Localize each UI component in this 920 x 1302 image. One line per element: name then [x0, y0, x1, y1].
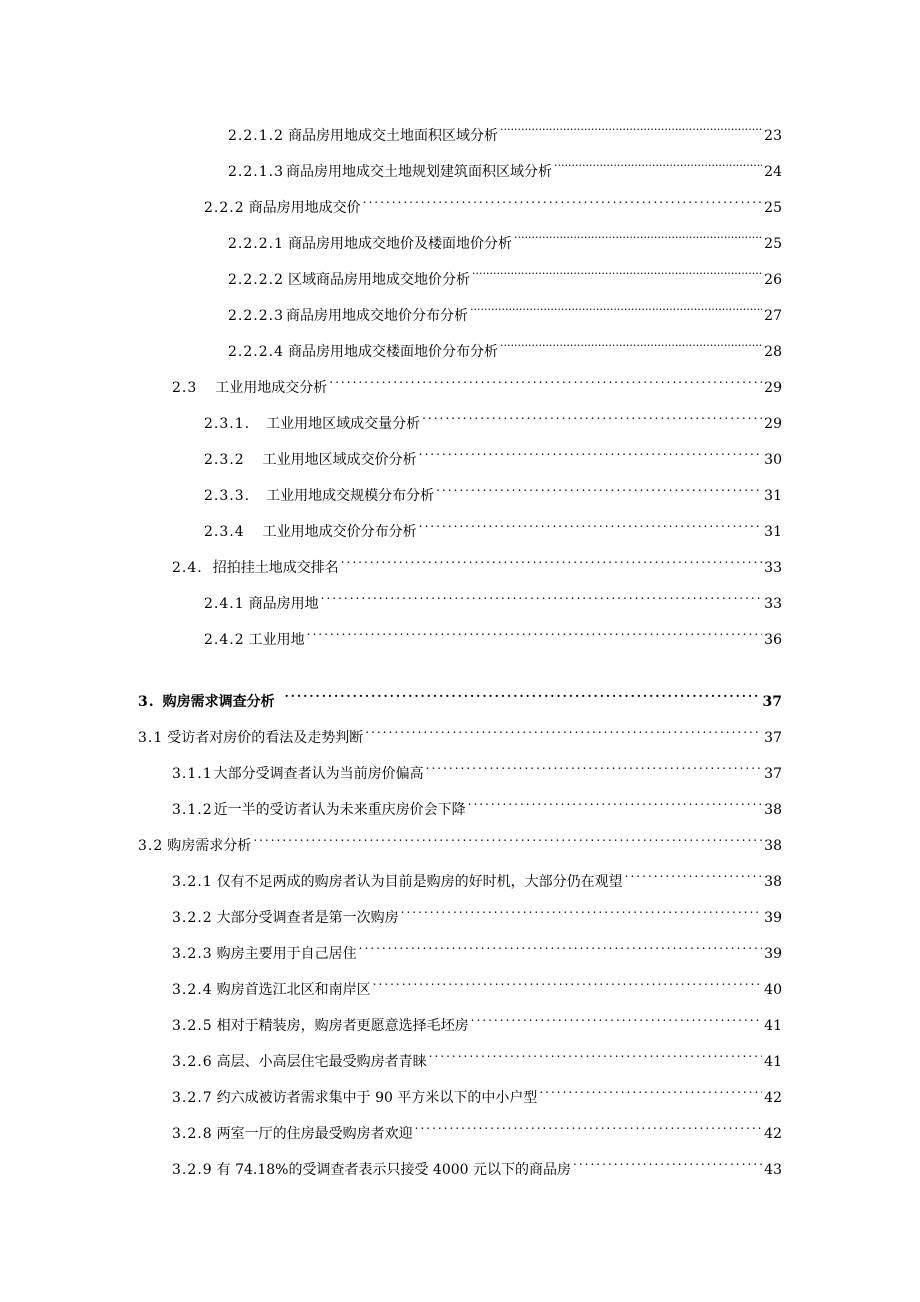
toc-entry-number: 2.2.1.2 [228, 128, 284, 144]
toc-entry-title: 受访者对房价的看法及走势判断 [167, 730, 364, 746]
toc-leader-dots [429, 1046, 762, 1066]
toc-entry-page: 29 [764, 416, 782, 432]
toc-leader-dots [500, 336, 762, 356]
toc-entry[interactable] [172, 552, 782, 576]
toc-entry-number: 3.1 [138, 730, 164, 746]
toc-entry[interactable] [138, 722, 782, 746]
toc-entry-number: 3.1.2 [172, 802, 213, 818]
toc-entry-number: 3.2.6 [172, 1054, 213, 1070]
toc-entry-page: 39 [764, 910, 782, 926]
toc-entry-number: 3.2.2 [172, 910, 213, 926]
toc-entry-page: 37 [764, 766, 782, 782]
toc-entry-title: 购房主要用于自己居住 [216, 946, 357, 962]
toc-entry-number: 2.4.1 [204, 596, 245, 612]
toc-entry[interactable] [172, 794, 782, 818]
toc-entry-number: 2.4. [172, 560, 203, 576]
toc-entry-page: 42 [764, 1090, 782, 1106]
toc-entry-title: 约六成被访者需求集中于 90 平方米以下的中小户型 [216, 1090, 538, 1106]
toc-entry[interactable] [172, 1046, 782, 1070]
toc-entry[interactable] [172, 1082, 782, 1106]
toc-entry[interactable] [172, 1154, 782, 1178]
toc-leader-dots [321, 588, 762, 608]
toc-leader-dots [359, 938, 762, 958]
toc-entry-title: 商品房用地成交价 [248, 200, 361, 216]
toc-entry-number: 3.2.9 [172, 1162, 213, 1178]
toc-entry-number: 3.2 [138, 838, 164, 854]
toc-entry-title: 高层、小高层住宅最受购房者青睐 [216, 1054, 427, 1070]
toc-entry-page: 41 [764, 1054, 782, 1070]
toc-leader-dots [426, 758, 762, 778]
toc-leader-dots [253, 830, 762, 850]
toc-entry[interactable] [172, 938, 782, 962]
toc-entry-page: 37 [762, 694, 782, 710]
toc-entry-title: 商品房用地成交土地规划建筑面积区域分析 [285, 164, 552, 180]
toc-entry-number: 2.3.4 [204, 524, 245, 540]
toc-entry-number: 3.2.8 [172, 1126, 213, 1142]
toc-leader-dots [471, 1010, 762, 1030]
toc-entry-title: 工业用地成交价分布分析 [262, 524, 417, 540]
toc-leader-dots [419, 444, 762, 464]
toc-entry-title: 工业用地区域成交价分析 [262, 452, 417, 468]
toc-leader-dots [468, 794, 762, 814]
toc-entry-title: 两室一厅的住房最受购房者欢迎 [216, 1126, 413, 1142]
toc-entry-page: 26 [764, 272, 782, 288]
toc-entry-title: 购房需求调查分析 [162, 694, 275, 710]
toc-entry[interactable] [204, 408, 782, 432]
toc-entry-page: 25 [764, 200, 782, 216]
toc-entry-title: 工业用地成交规模分布分析 [266, 488, 435, 504]
toc-leader-dots [341, 552, 762, 572]
toc-leader-dots [419, 516, 762, 536]
toc-entry-title: 商品房用地成交楼面地价分布分析 [287, 344, 498, 360]
toc-entry-page: 27 [764, 308, 782, 324]
toc-entry-number: 3.2.1 [172, 874, 213, 890]
toc-entry-title: 工业用地 [248, 632, 305, 648]
toc-leader-dots [401, 902, 762, 922]
toc-entry-title: 仅有不足两成的购房者认为目前是购房的好时机，大部分仍在观望 [216, 874, 623, 890]
toc-entry-page: 23 [764, 128, 782, 144]
toc-entry-page: 29 [764, 380, 782, 396]
toc-entry-title: 近一半的受访者认为未来重庆房价会下降 [213, 802, 466, 818]
toc-leader-dots [625, 866, 762, 886]
toc-leader-dots [415, 1118, 762, 1138]
toc-entry-title: 大部分受调查者认为当前房价偏高 [213, 766, 424, 782]
toc-entry-page: 33 [764, 596, 782, 612]
toc-leader-dots [436, 480, 762, 500]
toc-leader-dots [573, 1154, 762, 1174]
toc-entry-number: 3.1.1 [172, 766, 213, 782]
toc-entry-title: 商品房用地成交地价及楼面地价分析 [287, 236, 512, 252]
toc-entry-title: 大部分受调查者是第一次购房 [216, 910, 399, 926]
toc-entry-page: 40 [764, 982, 782, 998]
toc-entry[interactable] [172, 758, 782, 782]
toc-entry-number: 2.2.2.1 [228, 236, 284, 252]
toc-leader-dots [514, 228, 762, 248]
toc-entry[interactable] [228, 336, 782, 360]
toc-entry-title: 商品房用地 [248, 596, 319, 612]
toc-entry[interactable] [204, 192, 782, 216]
toc-entry-page: 31 [764, 524, 782, 540]
toc-entry-page: 31 [764, 488, 782, 504]
toc-leader-dots [539, 1082, 762, 1102]
toc-entry[interactable] [172, 372, 782, 396]
toc-entry-title: 购房首选江北区和南岸区 [216, 982, 371, 998]
toc-entry[interactable] [172, 902, 782, 926]
toc-entry-chapter[interactable] [138, 686, 782, 710]
toc-entry-title: 招拍挂土地成交排名 [212, 560, 339, 576]
toc-entry-title: 有 74.18%的受调查者表示只接受 4000 元以下的商品房 [216, 1162, 571, 1178]
toc-leader-dots [554, 156, 762, 176]
toc-leader-dots [307, 624, 762, 644]
toc-entry[interactable] [228, 300, 782, 324]
toc-entry-number: 2.2.2.3 [228, 308, 284, 324]
toc-leader-dots [329, 372, 762, 392]
toc-entry-page: 42 [764, 1126, 782, 1142]
toc-entry-number: 2.2.2.2 [228, 272, 284, 288]
toc-leader-dots [373, 974, 762, 994]
toc-entry-title: 工业用地区域成交量分析 [266, 416, 421, 432]
toc-entry[interactable] [228, 156, 782, 180]
toc-entry[interactable] [204, 444, 782, 468]
toc-entry-number: 3.2.4 [172, 982, 213, 998]
toc-entry[interactable] [228, 120, 782, 144]
toc-entry-number: 2.3.2 [204, 452, 245, 468]
toc-entry-page: 37 [764, 730, 782, 746]
toc-entry[interactable] [138, 830, 782, 854]
toc-entry-page: 39 [764, 946, 782, 962]
toc-entry[interactable] [228, 228, 782, 252]
toc-entry-number: 2.2.2.4 [228, 344, 284, 360]
toc-entry-page: 28 [764, 344, 782, 360]
toc-entry[interactable] [204, 588, 782, 612]
toc-entry-page: 30 [764, 452, 782, 468]
toc-entry-title: 商品房用地成交土地面积区域分析 [287, 128, 498, 144]
toc-entry-page: 25 [764, 236, 782, 252]
toc-entry-page: 38 [764, 874, 782, 890]
toc-entry-title: 商品房用地成交地价分布分析 [285, 308, 468, 324]
toc-entry-page: 33 [764, 560, 782, 576]
toc-leader-dots [365, 722, 762, 742]
toc-entry-title: 相对于精装房，购房者更愿意选择毛坯房 [216, 1018, 469, 1034]
toc-entry[interactable] [228, 264, 782, 288]
toc-leader-dots [470, 300, 762, 320]
toc-entry-page: 41 [764, 1018, 782, 1034]
toc-entry-number: 2.3 [172, 380, 198, 396]
toc-entry-number: 3. [138, 694, 155, 710]
toc-entry-page: 38 [764, 838, 782, 854]
toc-entry-number: 3.2.5 [172, 1018, 213, 1034]
toc-leader-dots [472, 264, 762, 284]
toc-leader-dots [363, 192, 762, 212]
toc-entry[interactable] [204, 516, 782, 540]
toc-entry-title: 购房需求分析 [167, 838, 252, 854]
toc-entry-number: 2.2.2 [204, 200, 245, 216]
toc-entry[interactable] [204, 480, 782, 504]
toc-entry-number: 2.3.3. [204, 488, 251, 504]
toc-entry-page: 36 [764, 632, 782, 648]
toc-leader-dots [285, 686, 761, 706]
toc-entry-number: 3.2.3 [172, 946, 213, 962]
toc-entry-number: 2.3.1. [204, 416, 251, 432]
toc-entry-number: 2.2.1.3 [228, 164, 284, 180]
toc-entry-title: 区域商品房用地成交地价分析 [287, 272, 470, 288]
toc-entry[interactable] [172, 1118, 782, 1142]
toc-entry-page: 24 [764, 164, 782, 180]
toc-entry[interactable] [172, 866, 782, 890]
toc-entry[interactable] [172, 1010, 782, 1034]
toc-leader-dots [422, 408, 762, 428]
toc-entry-title: 工业用地成交分析 [215, 380, 328, 396]
toc-entry-number: 3.2.7 [172, 1090, 213, 1106]
toc-entry-page: 38 [764, 802, 782, 818]
toc-entry[interactable] [204, 624, 782, 648]
toc-entry-number: 2.4.2 [204, 632, 245, 648]
toc-entry[interactable] [172, 974, 782, 998]
toc-entry-page: 43 [764, 1162, 782, 1178]
toc-leader-dots [500, 120, 762, 140]
